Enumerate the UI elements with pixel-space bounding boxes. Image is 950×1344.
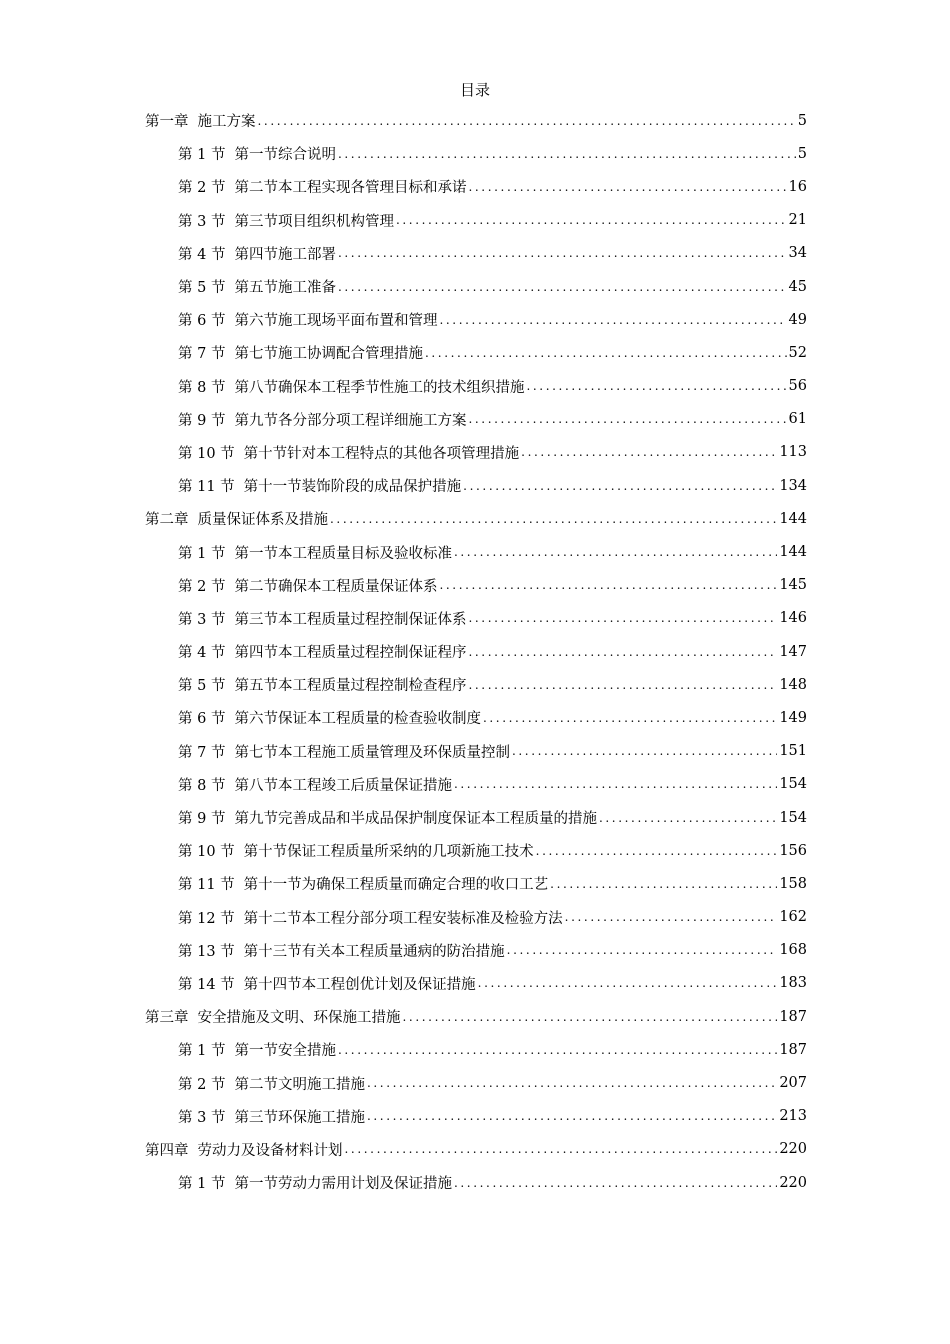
dot-leader [478,976,778,990]
toc-section-entry[interactable] [145,668,807,701]
dot-leader [526,379,786,393]
toc-entry-number: 第 7 节 [178,346,226,363]
toc-section-entry[interactable] [145,768,807,801]
toc-section-entry[interactable] [145,867,807,900]
dot-leader [565,910,778,924]
toc-entry-title: 第一节安全措施 [234,1043,336,1060]
toc-entry-number: 第 9 节 [178,412,226,429]
toc-entry-number: 第 1 节 [178,147,226,164]
toc-entry-number: 第 2 节 [178,180,226,197]
dot-leader [454,777,777,791]
toc-section-entry[interactable] [145,801,807,834]
toc-entry-number: 第一章 [145,114,189,131]
dot-leader [454,545,777,559]
toc-section-entry[interactable] [145,1033,807,1066]
toc-section-entry[interactable] [145,735,807,768]
toc-entry-title: 第九节完善成品和半成品保护制度保证本工程质量的措施 [234,811,597,828]
toc-section-entry[interactable] [145,303,807,336]
toc-section-entry[interactable] [145,635,807,668]
toc-entry-title: 第七节本工程施工质量管理及环保质量控制 [234,744,510,761]
toc-entry-number: 第 3 节 [178,1109,226,1126]
dot-leader [439,313,786,327]
toc-entry-title: 第十节保证工程质量所采纳的几项新施工技术 [243,844,534,861]
toc-entry-page-number: 61 [788,411,807,428]
toc-entry-page-number: 56 [788,378,807,395]
toc-entry-page-number: 220 [779,1141,807,1158]
dot-leader [258,114,796,128]
toc-entry-title: 施工方案 [197,114,256,131]
toc-section-entry[interactable] [145,370,807,403]
dot-leader [454,1176,777,1190]
dot-leader [468,645,777,659]
toc-section-entry[interactable] [145,436,807,469]
toc-entry-page-number: 146 [779,610,807,627]
toc-entry-title: 第九节各分部分项工程详细施工方案 [234,412,467,429]
toc-entry-number: 第 4 节 [178,246,226,263]
toc-section-entry[interactable] [145,535,807,568]
toc-section-entry[interactable] [145,602,807,635]
toc-entry-title: 第十二节本工程分部分项工程安装标准及检验方法 [243,910,563,927]
toc-entry-title: 第十一节装饰阶段的成品保护措施 [243,479,462,496]
toc-entry-title: 第十一节为确保工程质量而确定合理的收口工艺 [243,877,549,894]
dot-leader [330,512,777,526]
toc-entry-number: 第四章 [145,1142,189,1159]
toc-entry-title: 第四节施工部署 [234,246,336,263]
dot-leader [550,877,777,891]
dot-leader [468,611,777,625]
toc-entry-page-number: 45 [788,278,807,295]
dot-leader [338,147,796,161]
toc-entry-page-number: 183 [779,975,807,992]
toc-section-entry[interactable] [145,1166,807,1199]
toc-entry-number: 第 1 节 [178,545,226,562]
toc-section-entry[interactable] [145,204,807,237]
toc-entry-title: 第四节本工程质量过程控制保证程序 [234,645,467,662]
toc-entry-title: 第三节项目组织机构管理 [234,213,394,230]
toc-entry-page-number: 5 [797,145,807,162]
toc-title: 目录 [459,81,490,99]
toc-entry-page-number: 144 [779,510,807,527]
dot-leader [483,711,777,725]
toc-chapter-entry[interactable] [145,1133,807,1166]
dot-leader [367,1076,777,1090]
toc-entry-number: 第 5 节 [178,280,226,297]
toc-section-entry[interactable] [145,237,807,270]
toc-entry-number: 第 2 节 [178,578,226,595]
toc-entry-title: 第二节确保本工程质量保证体系 [234,578,438,595]
toc-entry-page-number: 154 [779,809,807,826]
toc-entry-number: 第 10 节 [178,844,235,861]
toc-entry-page-number: 162 [779,909,807,926]
toc-entry-number: 第 5 节 [178,678,226,695]
toc-entry-page-number: 148 [779,676,807,693]
dot-leader [396,213,787,227]
toc-entry-number: 第 11 节 [178,479,235,496]
toc-entry-title: 第一节本工程质量目标及验收标准 [234,545,452,562]
toc-section-entry[interactable] [145,137,807,170]
toc-section-entry[interactable] [145,270,807,303]
toc-entry-page-number: 5 [797,112,807,129]
toc-section-entry[interactable] [145,701,807,734]
toc-entry-number: 第 9 节 [178,811,226,828]
toc-entry-page-number: 144 [779,544,807,561]
toc-section-entry[interactable] [145,901,807,934]
toc-entry-number: 第 8 节 [178,379,226,396]
toc-entry-page-number: 147 [779,643,807,660]
toc-entry-number: 第 6 节 [178,313,226,330]
toc-entry-number: 第 4 节 [178,645,226,662]
dot-leader [512,744,777,758]
toc-chapter-entry[interactable] [145,1000,807,1033]
dot-leader [468,678,777,692]
toc-entry-number: 第 11 节 [178,877,235,894]
toc-section-entry[interactable] [145,569,807,602]
toc-entry-page-number: 154 [779,776,807,793]
dot-leader [507,943,778,957]
toc-entry-page-number: 21 [788,212,807,229]
toc-entry-title: 第五节施工准备 [234,280,336,297]
toc-section-entry[interactable] [145,469,807,502]
dot-leader [367,1109,777,1123]
toc-chapter-entry[interactable] [145,104,807,137]
toc-section-entry[interactable] [145,1066,807,1099]
toc-entry-title: 第三节本工程质量过程控制保证体系 [234,611,467,628]
toc-entry-page-number: 134 [779,477,807,494]
toc-entry-title: 第十四节本工程创优计划及保证措施 [243,976,476,993]
toc-entry-number: 第 3 节 [178,611,226,628]
dot-leader [463,479,777,493]
toc-entry-page-number: 49 [788,311,807,328]
dot-leader [468,412,786,426]
toc-entry-title: 第十节针对本工程特点的其他各项管理措施 [243,445,520,462]
toc-entry-page-number: 213 [779,1108,807,1125]
toc-chapter-entry[interactable] [145,502,807,535]
toc-entry-page-number: 187 [779,1041,807,1058]
toc-section-entry[interactable] [145,834,807,867]
table-of-contents [145,104,807,1199]
toc-entry-title: 第二节本工程实现各管理目标和承诺 [234,180,467,197]
toc-entry-title: 劳动力及设备材料计划 [197,1142,343,1159]
toc-section-entry[interactable] [145,967,807,1000]
toc-entry-title: 第五节本工程质量过程控制检查程序 [234,678,467,695]
toc-entry-number: 第 8 节 [178,777,226,794]
toc-section-entry[interactable] [145,170,807,203]
dot-leader [403,1010,778,1024]
toc-entry-page-number: 187 [779,1008,807,1025]
toc-section-entry[interactable] [145,336,807,369]
toc-entry-number: 第 14 节 [178,976,235,993]
dot-leader [338,280,787,294]
toc-entry-title: 第一节综合说明 [234,147,336,164]
toc-entry-title: 第三节环保施工措施 [234,1109,365,1126]
toc-entry-number: 第 13 节 [178,943,235,960]
dot-leader [468,180,786,194]
toc-section-entry[interactable] [145,1100,807,1133]
toc-entry-number: 第 12 节 [178,910,235,927]
toc-entry-number: 第三章 [145,1010,189,1027]
toc-entry-number: 第 7 节 [178,744,226,761]
toc-entry-title: 第七节施工协调配合管理措施 [234,346,423,363]
dot-leader [439,578,777,592]
toc-entry-page-number: 16 [788,178,807,195]
toc-entry-number: 第 3 节 [178,213,226,230]
toc-entry-title: 第八节确保本工程季节性施工的技术组织措施 [234,379,525,396]
toc-entry-page-number: 52 [788,344,807,361]
toc-entry-title: 安全措施及文明、环保施工措施 [197,1010,401,1027]
toc-entry-page-number: 156 [779,842,807,859]
dot-leader [599,811,777,825]
toc-section-entry[interactable] [145,403,807,436]
dot-leader [425,346,787,360]
toc-entry-number: 第 6 节 [178,711,226,728]
toc-entry-title: 第六节保证本工程质量的检查验收制度 [234,711,481,728]
toc-entry-page-number: 149 [779,709,807,726]
toc-entry-title: 第十三节有关本工程质量通病的防治措施 [243,943,505,960]
toc-entry-title: 第八节本工程竣工后质量保证措施 [234,777,452,794]
dot-leader [338,246,787,260]
toc-entry-number: 第 10 节 [178,445,235,462]
toc-entry-title: 第二节文明施工措施 [234,1076,365,1093]
toc-entry-page-number: 168 [779,942,807,959]
toc-entry-page-number: 151 [779,743,807,760]
toc-entry-page-number: 220 [779,1174,807,1191]
toc-entry-number: 第 2 节 [178,1076,226,1093]
toc-section-entry[interactable] [145,934,807,967]
toc-entry-page-number: 145 [779,577,807,594]
dot-leader [536,844,778,858]
toc-entry-page-number: 207 [779,1075,807,1092]
toc-entry-number: 第二章 [145,512,189,529]
toc-entry-title: 第一节劳动力需用计划及保证措施 [234,1176,452,1193]
toc-entry-page-number: 158 [779,875,807,892]
toc-entry-page-number: 34 [788,245,807,262]
toc-entry-title: 第六节施工现场平面布置和管理 [234,313,438,330]
dot-leader [338,1043,777,1057]
toc-entry-page-number: 113 [779,444,807,461]
dot-leader [521,445,777,459]
toc-entry-number: 第 1 节 [178,1043,226,1060]
dot-leader [345,1142,778,1156]
toc-entry-title: 质量保证体系及措施 [197,512,328,529]
toc-entry-number: 第 1 节 [178,1176,226,1193]
